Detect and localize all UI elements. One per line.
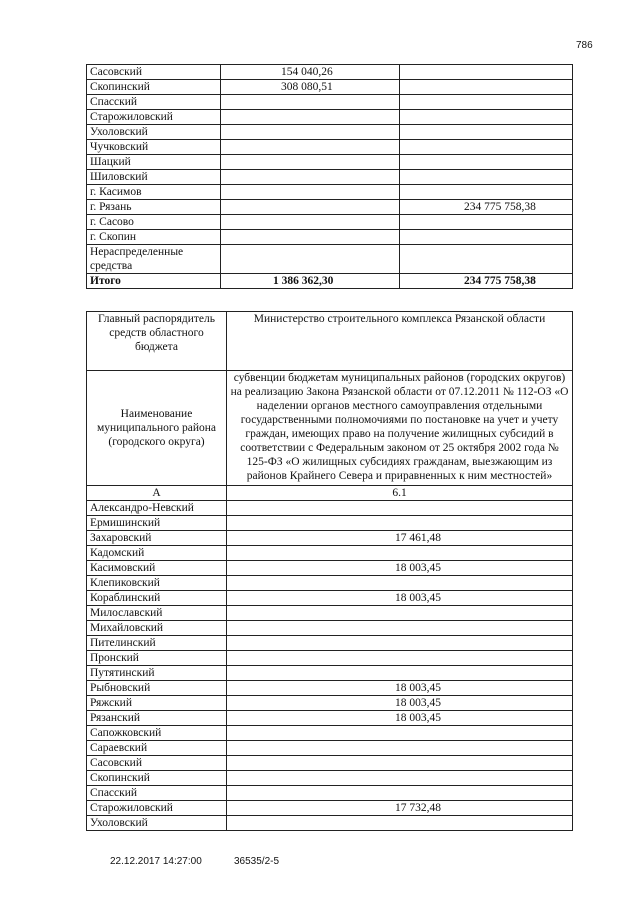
district-value [227,756,573,771]
table-row [87,576,573,591]
row-name: Ухоловский [87,125,221,140]
district-value: 17 732,48 [227,801,573,816]
row-name: Чучковский [87,140,221,155]
row-value-1 [221,200,400,215]
district-name: Кораблинский [87,591,227,606]
district-name: Ряжский [87,696,227,711]
row-value-1 [221,215,400,230]
row-value-2 [400,65,573,80]
row-value-2 [400,245,573,274]
table-row [87,516,573,531]
table-row [87,801,573,816]
district-name: Ермишинский [87,516,227,531]
row-name: г. Рязань [87,200,221,215]
header-row-description [87,371,573,486]
district-value [227,501,573,516]
header-ministry-name: Министерство строительного комплекса Рязанской области [227,312,573,371]
district-value [227,621,573,636]
row-value-1 [221,125,400,140]
row-value-2: 234 775 758,38 [400,200,573,215]
district-value: 18 003,45 [227,696,573,711]
district-name: Рязанский [87,711,227,726]
row-name [87,245,221,274]
table-row [87,155,573,170]
total-value-1: 1 386 362,30 [221,274,400,289]
table-row [87,215,573,230]
district-value: 17 461,48 [227,531,573,546]
footer-timestamp: 22.12.2017 14:27:00 [110,856,202,867]
table-row [87,170,573,185]
row-value-1 [221,245,400,274]
district-value: 18 003,45 [227,591,573,606]
table-row [87,726,573,741]
header-row-distributor [87,312,573,371]
row-value-1 [221,230,400,245]
subvention-table-body [87,501,573,831]
district-name: Пронский [87,651,227,666]
row-value-2 [400,170,573,185]
row-value-1 [221,155,400,170]
footer-document-id: 36535/2-5 [234,856,280,867]
table-row [87,230,573,245]
district-value [227,741,573,756]
table-row [87,561,573,576]
row-value-1 [221,110,400,125]
district-name: Милославский [87,606,227,621]
row-value-2 [400,215,573,230]
row-value-1: 154 040,26 [221,65,400,80]
district-value [227,546,573,561]
district-name: Сасовский [87,756,227,771]
table-row [87,591,573,606]
table-row [87,501,573,516]
row-name: г. Сасово [87,215,221,230]
unallocated-label-line2: средства [90,260,133,272]
row-value-2 [400,140,573,155]
row-value-1 [221,185,400,200]
row-name: Спасский [87,95,221,110]
district-name: Захаровский [87,531,227,546]
table-row [87,546,573,561]
table-row [87,771,573,786]
total-label: Итого [87,274,221,289]
district-value [227,516,573,531]
table-row [87,125,573,140]
district-name: Касимовский [87,561,227,576]
column-index-row [87,486,573,501]
row-value-2 [400,155,573,170]
district-value [227,666,573,681]
district-name: Александро-Невский [87,501,227,516]
row-value-1 [221,170,400,185]
column-index-a: А [87,486,227,501]
table-row [87,741,573,756]
table-row [87,756,573,771]
row-value-1 [221,95,400,110]
page-number: 786 [576,40,593,51]
table-row [87,651,573,666]
district-value [227,786,573,801]
distribution-table-continued [86,64,573,289]
table-row [87,696,573,711]
row-value-1 [221,140,400,155]
table-row [87,200,573,215]
district-value: 18 003,45 [227,711,573,726]
header-district-label: Наименование муниципального района (городского округа) [87,371,227,486]
table-row [87,816,573,831]
district-name: Михайловский [87,621,227,636]
row-value-1: 308 080,51 [221,80,400,95]
table-row [87,95,573,110]
district-name: Пителинский [87,636,227,651]
district-name: Путятинский [87,666,227,681]
district-name: Клепиковский [87,576,227,591]
row-name: Сасовский [87,65,221,80]
district-value: 18 003,45 [227,561,573,576]
district-name: Спасский [87,786,227,801]
row-value-2 [400,95,573,110]
row-name: Скопинский [87,80,221,95]
table-row [87,606,573,621]
district-value: 18 003,45 [227,681,573,696]
district-name: Старожиловский [87,801,227,816]
district-value [227,726,573,741]
table-row [87,185,573,200]
table-row [87,666,573,681]
row-name: Шацкий [87,155,221,170]
row-value-2 [400,185,573,200]
row-value-2 [400,80,573,95]
distribution-table-body [87,65,573,245]
row-value-2 [400,230,573,245]
district-value [227,636,573,651]
district-value [227,651,573,666]
total-value-2: 234 775 758,38 [400,274,573,289]
table-row [87,531,573,546]
row-value-2 [400,110,573,125]
row-value-2 [400,125,573,140]
scan-artifact-right [416,852,566,870]
row-name: г. Скопин [87,230,221,245]
table-row [87,140,573,155]
table-row [87,621,573,636]
district-value [227,816,573,831]
row-name: г. Касимов [87,185,221,200]
district-name: Рыбновский [87,681,227,696]
district-value [227,771,573,786]
unallocated-row [87,245,573,274]
district-name: Кадомский [87,546,227,561]
table-row [87,110,573,125]
district-value [227,606,573,621]
column-index-6-1: 6.1 [227,486,573,501]
district-value [227,576,573,591]
table-row [87,786,573,801]
header-distributor-label: Главный распорядитель средств областного бюджета [87,312,227,371]
total-row [87,274,573,289]
table-row [87,711,573,726]
row-name: Старожиловский [87,110,221,125]
header-subvention-description: субвенции бюджетам муниципальных районов (городских округов) на реализацию Закона Рязанской области от 07.12.2011 № 112-ОЗ «О наделении органов местного самоуправления отдельными государственными полномочиями по постановке на учет и учету граждан, имеющих право на получение жилищных субсидий в соответствии с Федеральным законом от 25 октября 2002 года № 125-ФЗ «О жилищных субсидиях гражданам, выезжающим из районов Крайнего Севера и приравненных к ним местностей» [227,371,573,486]
table-row [87,681,573,696]
district-name: Сапожковский [87,726,227,741]
scan-artifact-left [62,852,82,870]
district-name: Скопинский [87,771,227,786]
district-name: Ухоловский [87,816,227,831]
table-row [87,80,573,95]
table-row [87,65,573,80]
subvention-table [86,311,573,831]
unallocated-label-line1: Нераспределенные [90,246,184,258]
table-row [87,636,573,651]
row-name: Шиловский [87,170,221,185]
district-name: Сараевский [87,741,227,756]
